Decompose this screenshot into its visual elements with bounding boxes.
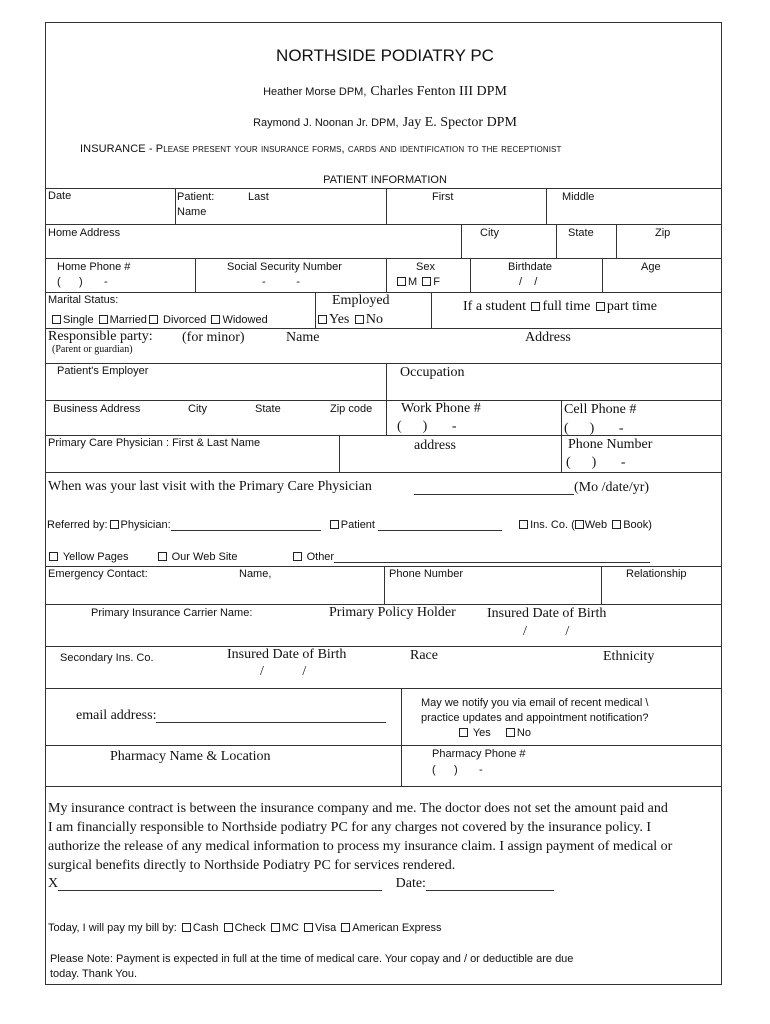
- pharmacy-phone-format: ( ) -: [432, 764, 483, 776]
- business-address-label: Business Address: [53, 403, 141, 415]
- secondary-dob-format: / /: [260, 664, 307, 679]
- referred-patient-input[interactable]: [378, 519, 502, 531]
- occupation-label: Occupation: [400, 365, 465, 380]
- rule: [45, 400, 722, 401]
- email-notify-line-1: May we notify you via email of recent medical \: [421, 697, 649, 709]
- note-line-2: today. Thank You.: [50, 968, 138, 980]
- middle-name-label: Middle: [562, 191, 595, 203]
- consent-line-2: I am financially responsible to Northside podiatry PC for any charges not covered by the insurance policy. I: [48, 820, 651, 835]
- rule: [45, 258, 722, 259]
- rule: [45, 363, 722, 364]
- pay-visa-checkbox[interactable]: [304, 923, 313, 932]
- signature-line: X Date:: [48, 877, 554, 891]
- consent-line-4: surgical benefits directly to Northside Podiatry PC for services rendered.: [48, 858, 456, 873]
- doctors-line-2: Raymond J. Noonan Jr. DPM, Jay E. Spector DPM: [253, 115, 517, 130]
- city-label: City: [480, 227, 499, 239]
- yellow-pages-checkbox[interactable]: [49, 552, 58, 561]
- primary-dob-label: Insured Date of Birth: [487, 606, 607, 621]
- pharmacy-label: Pharmacy Name & Location: [110, 749, 271, 764]
- business-state-label: State: [255, 403, 281, 415]
- employed-no-checkbox[interactable]: [355, 315, 364, 324]
- referred-by-row: Referred by: Physician: Patient Ins. Co. ( Web Book): [47, 519, 652, 531]
- date-label: Date: [48, 190, 72, 202]
- cell-phone-label: Cell Phone #: [564, 402, 637, 417]
- other-checkbox[interactable]: [293, 552, 302, 561]
- home-address-label: Home Address: [48, 227, 121, 239]
- birthdate-format: / /: [519, 276, 538, 288]
- sex-options: M F: [395, 277, 440, 288]
- secondary-dob-label: Insured Date of Birth: [227, 647, 347, 662]
- employed-yes-checkbox[interactable]: [318, 315, 327, 324]
- pay-amex-checkbox[interactable]: [341, 923, 350, 932]
- pay-mc-checkbox[interactable]: [271, 923, 280, 932]
- referred-by-row-2: Yellow Pages Our Web Site Other: [47, 551, 650, 563]
- referred-book-checkbox[interactable]: [612, 520, 621, 529]
- employer-label: Patient's Employer: [57, 365, 149, 377]
- employed-options: Yes No: [316, 313, 383, 327]
- age-label: Age: [641, 261, 661, 273]
- single-checkbox[interactable]: [52, 315, 61, 324]
- last-visit-input[interactable]: [414, 480, 574, 495]
- section-title: PATIENT INFORMATION: [323, 174, 447, 186]
- rule: [45, 188, 722, 189]
- pcp-phone-format: ( ) -: [566, 455, 626, 470]
- last-name-label: Last: [248, 191, 269, 203]
- emergency-phone-label: Phone Number: [389, 568, 463, 580]
- rule: [45, 745, 722, 746]
- widowed-checkbox[interactable]: [211, 315, 220, 324]
- for-minor-label: (for minor): [182, 330, 245, 345]
- primary-holder-label: Primary Policy Holder: [329, 605, 456, 620]
- race-label: Race: [410, 648, 438, 663]
- primary-dob-format: / /: [523, 624, 570, 639]
- cell-phone-format: ( ) -: [564, 421, 624, 436]
- notify-no-checkbox[interactable]: [506, 728, 515, 737]
- referred-patient-checkbox[interactable]: [330, 520, 339, 529]
- pharmacy-phone-label: Pharmacy Phone #: [432, 748, 526, 760]
- marital-options: Single Married Divorced Widowed: [50, 315, 268, 326]
- last-visit-question: When was your last visit with the Primary Care Physician: [48, 479, 372, 494]
- ssn-label: Social Security Number: [227, 261, 342, 273]
- other-input[interactable]: [334, 551, 650, 563]
- responsible-party-label: Responsible party:: [48, 329, 153, 344]
- patient-label: Patient:: [177, 191, 215, 203]
- email-field: email address:: [76, 706, 386, 723]
- pay-check-checkbox[interactable]: [224, 923, 233, 932]
- business-city-label: City: [188, 403, 207, 415]
- practice-name: NORTHSIDE PODIATRY PC: [276, 46, 494, 65]
- work-phone-format: ( ) -: [397, 419, 457, 434]
- sex-f-checkbox[interactable]: [422, 277, 431, 286]
- rule: [45, 786, 722, 787]
- insurance-notice: INSURANCE - Please present your insurance forms, cards and identification to the receptionist: [80, 143, 562, 155]
- responsible-address-label: Address: [525, 330, 571, 345]
- referred-web-checkbox[interactable]: [575, 520, 584, 529]
- first-name-label: First: [432, 191, 454, 203]
- primary-carrier-label: Primary Insurance Carrier Name:: [91, 607, 253, 619]
- emergency-contact-label: Emergency Contact:: [48, 568, 148, 580]
- secondary-carrier-label: Secondary Ins. Co.: [60, 652, 154, 664]
- home-phone-format: ( ) -: [57, 276, 108, 288]
- note-line-1: Please Note: Payment is expected in full at the time of medical care. Your copay and / or deductible are due: [50, 953, 574, 965]
- name-label: Name: [177, 206, 207, 218]
- doctors-line-1: Heather Morse DPM, Charles Fenton III DPM: [263, 84, 507, 99]
- marital-status-label: Marital Status:: [48, 294, 119, 306]
- divorced-checkbox[interactable]: [149, 315, 158, 324]
- consent-line-1: My insurance contract is between the insurance company and me. The doctor does not set the amount paid and: [48, 801, 668, 816]
- full-time-checkbox[interactable]: [531, 302, 540, 311]
- pay-cash-checkbox[interactable]: [182, 923, 191, 932]
- consent-line-3: authorize the release of any medical information to process my insurance claim. I assign payment of medical or: [48, 839, 673, 854]
- referred-ins-checkbox[interactable]: [519, 520, 528, 529]
- employed-label: Employed: [332, 293, 390, 308]
- signature-input[interactable]: [58, 877, 382, 891]
- sex-label: Sex: [416, 261, 435, 273]
- state-label: State: [568, 227, 594, 239]
- zip-label: Zip: [655, 227, 671, 239]
- business-zip-label: Zip code: [330, 403, 373, 415]
- referred-physician-input[interactable]: [171, 519, 321, 531]
- signature-date-input[interactable]: [426, 877, 554, 891]
- ssn-format: - -: [262, 276, 300, 288]
- responsible-party-sub: (Parent or guardian): [52, 344, 133, 355]
- referred-physician-checkbox[interactable]: [110, 520, 119, 529]
- student-options: If a student full time part time: [463, 299, 657, 314]
- rule: [45, 646, 722, 647]
- email-notify-options: Yes No: [457, 728, 531, 739]
- email-input[interactable]: [156, 706, 386, 723]
- rule: [45, 472, 722, 473]
- payment-row: Today, I will pay my bill by: Cash Check MC Visa American Express: [48, 922, 442, 934]
- emergency-name-label: Name,: [239, 568, 272, 580]
- part-time-checkbox[interactable]: [596, 302, 605, 311]
- email-notify-line-2: practice updates and appointment notification?: [421, 712, 649, 724]
- married-checkbox[interactable]: [99, 315, 108, 324]
- pcp-phone-label: Phone Number: [568, 437, 653, 452]
- last-visit-field: (Mo /date/yr): [414, 480, 649, 495]
- work-phone-label: Work Phone #: [401, 401, 481, 416]
- rule: [45, 224, 722, 225]
- birthdate-label: Birthdate: [508, 261, 553, 273]
- notify-yes-checkbox[interactable]: [459, 728, 468, 737]
- home-phone-label: Home Phone #: [57, 261, 131, 273]
- our-web-site-checkbox[interactable]: [158, 552, 167, 561]
- sex-m-checkbox[interactable]: [397, 277, 406, 286]
- relationship-label: Relationship: [626, 568, 687, 580]
- pcp-name-label: Primary Care Physician : First & Last Name: [48, 437, 261, 449]
- rule: [45, 688, 722, 689]
- responsible-name-label: Name: [286, 330, 320, 345]
- ethnicity-label: Ethnicity: [603, 649, 655, 664]
- pcp-address-label: address: [414, 438, 456, 453]
